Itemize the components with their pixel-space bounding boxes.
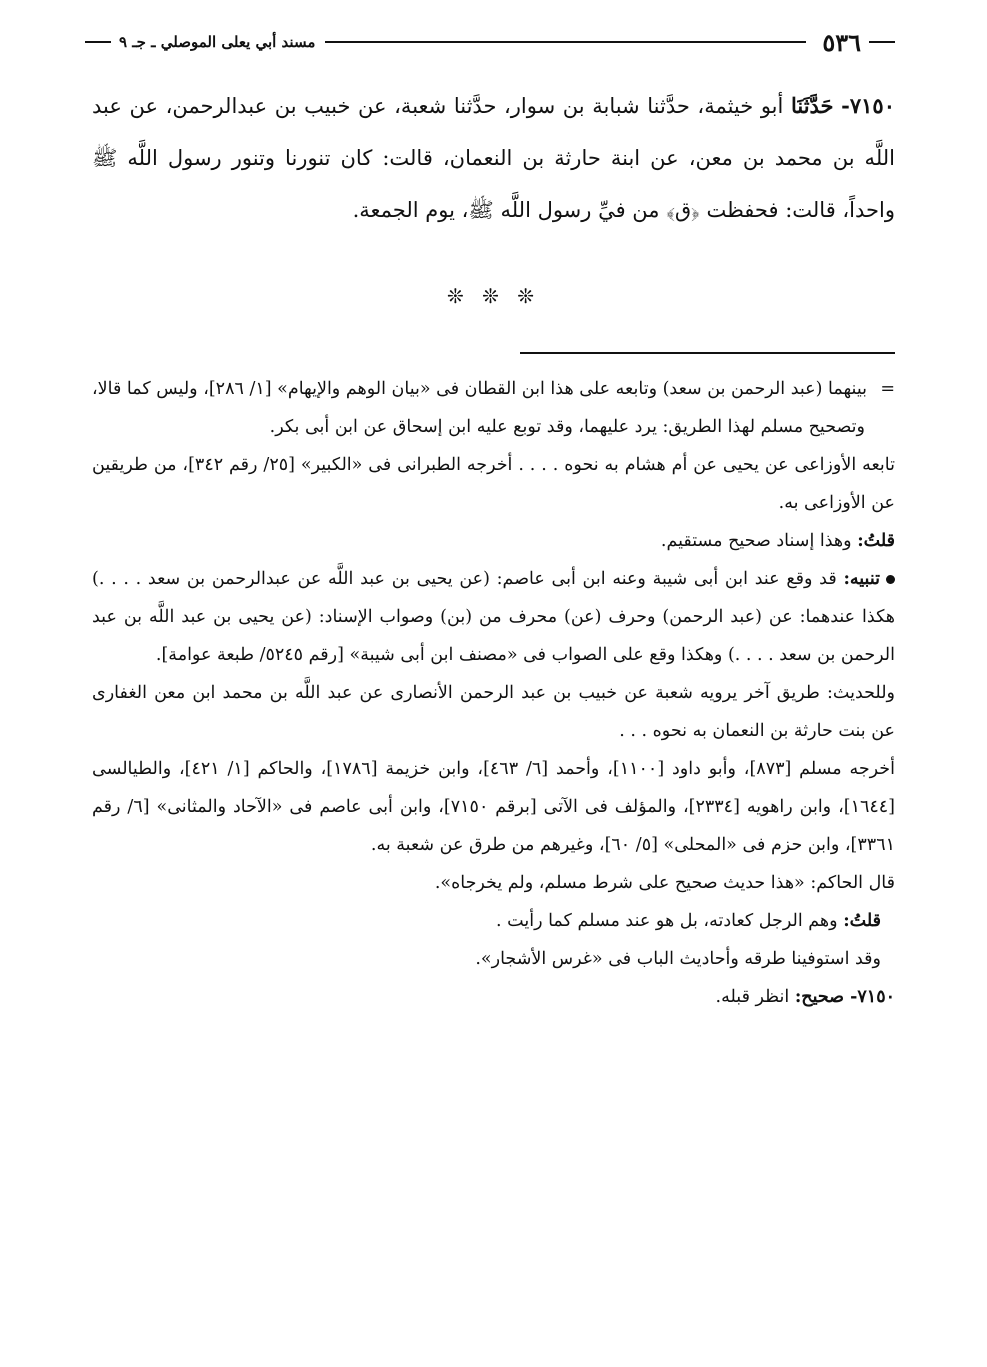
tanbih-label: تنبيه:	[843, 569, 880, 589]
section-separator: ❊ ❊ ❊	[447, 284, 540, 308]
bullet-icon	[886, 575, 895, 584]
footnote-text: وهم الرجل كعادته، بل هو عند مسلم كما رأيت .	[496, 911, 838, 931]
continuation-marker: =	[880, 379, 895, 399]
footnote-paragraph-1	[92, 370, 895, 446]
footnote-paragraph-9	[92, 940, 895, 978]
footnote-paragraph-5	[92, 674, 895, 750]
header-dash-right	[869, 41, 895, 43]
qultu-label: قلتُ:	[843, 911, 881, 931]
footnote-paragraph-3	[92, 522, 895, 560]
footnote-paragraph-10	[92, 978, 895, 1016]
footnote-text: أخرجه مسلم [٨٧٣]، وأبو داود [١١٠٠]، وأحمد [٦/ ٤٦٣]، وابن خزيمة [١٧٨٦]، والحاكم [١/ ٤٢١]، والطيالسى [١٦٤٤]، وابن راهويه [٢٣٣٤]، والمؤلف فى الآتى [برقم ٧١٥٠]، وابن أبى عاصم فى «الآحاد والمثانى» [٦/ رقم ٣٣٦١]، وابن حزم فى «المحلى» [٥/ ٦٠]، وغيرهم من طرق عن شعبة به.	[92, 759, 895, 855]
running-header	[85, 26, 895, 58]
footnote-paragraph-8	[92, 902, 895, 940]
hadith-lead: حَدَّثَنَا	[790, 93, 834, 118]
footnote-paragraph-7	[92, 864, 895, 902]
footnote-text: وللحديث: طريق آخر يرويه شعبة عن خبيب بن عبد الرحمن الأنصارى عن عبد اللَّه بن محمد ابن معن الغفارى عن بنت حارثة بن النعمان به نحوه . . .	[92, 683, 895, 741]
footnote-text: قد وقع عند ابن أبى شيبة وعنه ابن أبى عاصم: (عن يحيى بن عبد اللَّه عن عبدالرحمن بن سعد . . . .) هكذا عندهما: عن (عبد الرحمن) وحرف (عن) محرف من (بن) وصواب الإسناد: (عن يحيى بن عبد اللَّه بن عبد الرحمن بن سعد . . . .) وهكذا وقع على الصواب فى «مصنف ابن أبى شيبة» [رقم ٥٢٤٥/ طبعة عوامة].	[92, 569, 895, 665]
footnote-text: وهذا إسناد صحيح مستقيم.	[660, 531, 852, 551]
hadith-number: ٧١٥٠-	[841, 93, 895, 118]
grading-label: ٧١٥٠- صحيح:	[794, 987, 895, 1007]
footnote-rule	[520, 352, 895, 354]
footnote-paragraph-4	[92, 560, 895, 674]
footnote-text: وقد استوفينا طرقه وأحاديث الباب فى «غرس الأشجار».	[475, 949, 881, 969]
header-rule	[325, 41, 806, 43]
footnote-text: تابعه الأوزاعى عن يحيى عن أم هشام به نحوه . . . . أخرجه الطبرانى فى «الكبير» [٢٥/ رقم ٣٤٢]، من طريقين عن الأوزاعى به.	[92, 455, 895, 513]
hadith-text-block	[92, 80, 895, 236]
footnote-text: انظر قبله.	[715, 987, 790, 1007]
book-title: مسند أبي يعلى الموصلي ـ جـ ٩	[119, 33, 316, 51]
header-dash-left	[85, 41, 111, 43]
hadith-body: أبو خيثمة، حدَّثنا شبابة بن سوار، حدَّثنا شعبة، عن خبيب بن عبدالرحمن، عن عبد اللَّه بن محمد بن معن، عن ابنة حارثة بن النعمان، قالت: كان تنورنا وتنور رسول اللَّه ﷺ واحداً، قالت: فحفظت ﴿ق﴾ من فيِّ رسول اللَّه ﷺ، يوم الجمعة.	[92, 94, 895, 222]
footnote-text: قال الحاكم: «هذا حديث صحيح على شرط مسلم، ولم يخرجاه».	[434, 873, 895, 893]
footnote-paragraph-2	[92, 446, 895, 522]
page-number: ٥٣٦	[822, 27, 861, 57]
qultu-label: قلتُ:	[857, 531, 895, 551]
footnotes-block	[92, 370, 895, 1016]
footnote-paragraph-6	[92, 750, 895, 864]
footnote-text: بينهما (عبد الرحمن بن سعد) وتابعه على هذا ابن القطان فى «بيان الوهم والإيهام» [١/ ٢٨٦]، وليس كما قالا، وتصحيح مسلم لهذا الطريق: يرد عليهما، وقد توبع عليه ابن إسحاق عن ابن أبى بكر.	[92, 379, 867, 437]
